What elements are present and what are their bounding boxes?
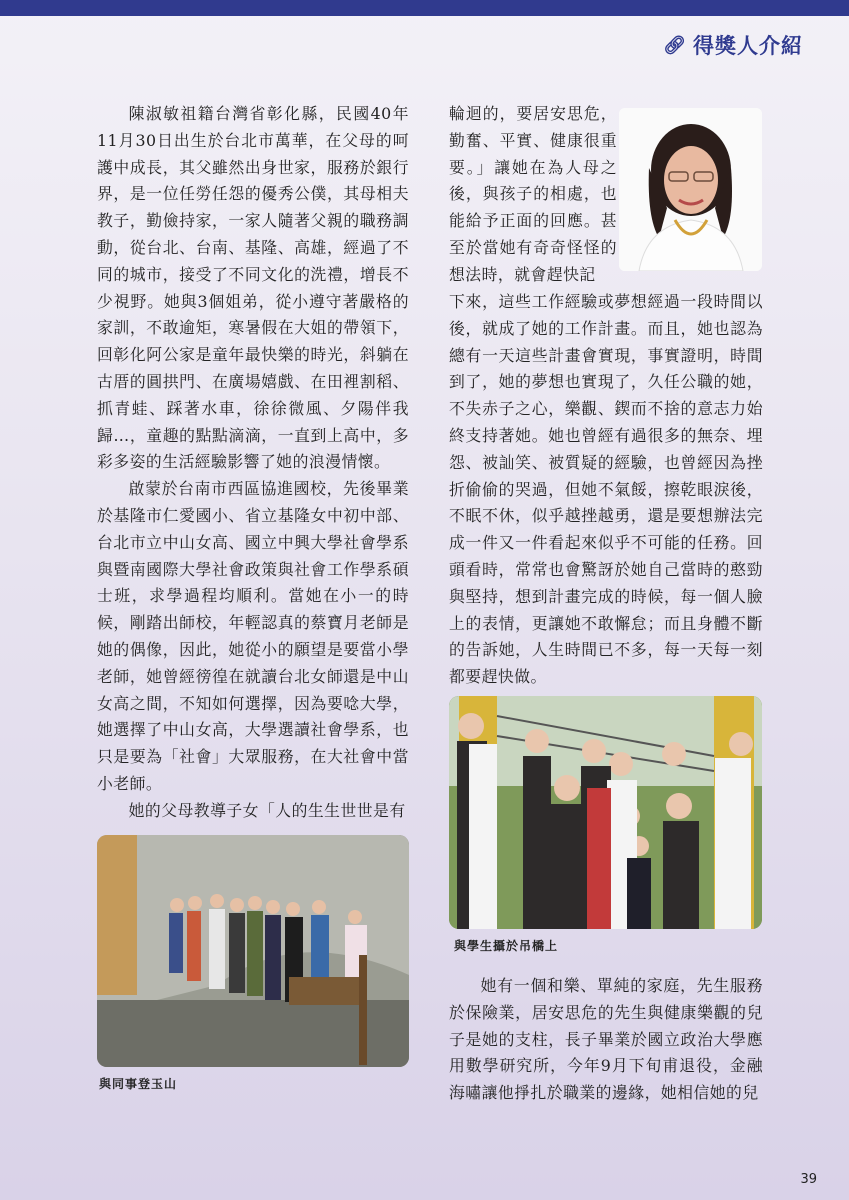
- right-column-middle: [449, 289, 763, 691]
- portrait-photo: [619, 108, 762, 271]
- paragraph-family: 她有一個和樂、單純的家庭，先生服務於保險業，居安思危的先生與健康樂觀的兒子是她的支柱，長子畢業於國立政治大學應用數學研究所，今年9月下旬甫退役，金融海嘯讓他掙扎於職業的邊緣，她相信她的兒: [449, 976, 763, 1103]
- left-column: [97, 101, 409, 825]
- page-number: 39: [800, 1172, 817, 1187]
- right-column-bottom: [449, 973, 763, 1107]
- section-title: 得獎人介紹: [693, 34, 803, 58]
- paragraph-background: 陳淑敏祖籍台灣省彰化縣，民國40年11月30日出生於台北市萬華，在父母的呵護中成長，其父雖然出身世家，服務於銀行界，是一位任勞任怨的優秀公僕，其母相夫教子，勤儉持家，一家人隨著父親的職務調動，從台北、台南、基隆、高雄，經過了不同的城市，接受了不同文化的洗禮，增長不少視野。她與3個姐弟，從小遵守著嚴格的家訓，不敢逾矩，寒暑假在大姐的帶領下，回彰化阿公家是童年最快樂的時光，斜躺在古厝的圓拱門、在廣場嬉戲、在田裡割稻、抓青蛙、踩著水車，徐徐微風、夕陽伴我歸…，童趣的點點滴滴，一直到上高中，多彩多姿的生活經驗影響了她的浪漫情懷。: [97, 104, 409, 472]
- paragraph-parents: 她的父母教導子女「人的生生世世是有: [128, 800, 406, 820]
- link-icon: 🔗︎: [663, 34, 687, 56]
- hiking-photo-yushan: [97, 835, 409, 1067]
- hiking-photo-caption: 與同事登玉山: [99, 1077, 178, 1091]
- right-column-top: [449, 101, 617, 289]
- paragraph-education: 啟蒙於台南市西區協進國校，先後畢業於基隆市仁愛國小、省立基隆女中初中部、台北市立中山女高、國立中興大學社會學系與暨南國際大學社會政策與社會工作學系碩士班，求學過程均順利。當她在小一的時候，剛踏出師校，年輕認真的蔡寶月老師是她的偶像，因此，她從小的願望是要當小學老師，她曾經徬徨在就讀台北女師還是中山女高之間，不知如何選擇，因為要唸大學，她選擇了中山女高，大學選讀社會學系，也只是要為「社會」大眾服務，在大社會中當小老師。: [97, 479, 409, 793]
- paragraph-parents-continued: 輪迴的，要居安思危，勤奮、平實、健康很重要。」讓她在為人母之後，與孩子的相處，也能給予正面的回應。甚至於當她有奇奇怪怪的想法時，就會趕快記: [449, 104, 617, 284]
- paragraph-dreams: 下來，這些工作經驗或夢想經過一段時間以後，就成了她的工作計畫。而且，她也認為總有一天這些計畫會實現，事實證明，時間到了，她的夢想也實現了，久任公職的她，不失赤子之心，樂觀、鍥而不捨的意志力始終支持著她。她也曾經有過很多的無奈、埋怨、被訕笑、被質疑的經驗，也曾經因為挫折偷偷的哭過，但她不氣餒，擦乾眼淚後，不眠不休，似乎越挫越勇，還是要想辦法完成一件又一件看起來似乎不可能的任務。回頭看時，常常也會驚訝於她自己當時的憨勁與堅持，想到計畫完成的時候，每一個人臉上的表情，更讓她不敢懈怠；而且身體不斷的告訴她，人生時間已不多，每一天每一刻都要趕快做。: [449, 292, 763, 687]
- group-photo-caption: 與學生攝於吊橋上: [454, 939, 559, 953]
- top-bar: [0, 0, 849, 16]
- section-header: [663, 30, 803, 60]
- group-photo-suspension-bridge: [449, 696, 762, 929]
